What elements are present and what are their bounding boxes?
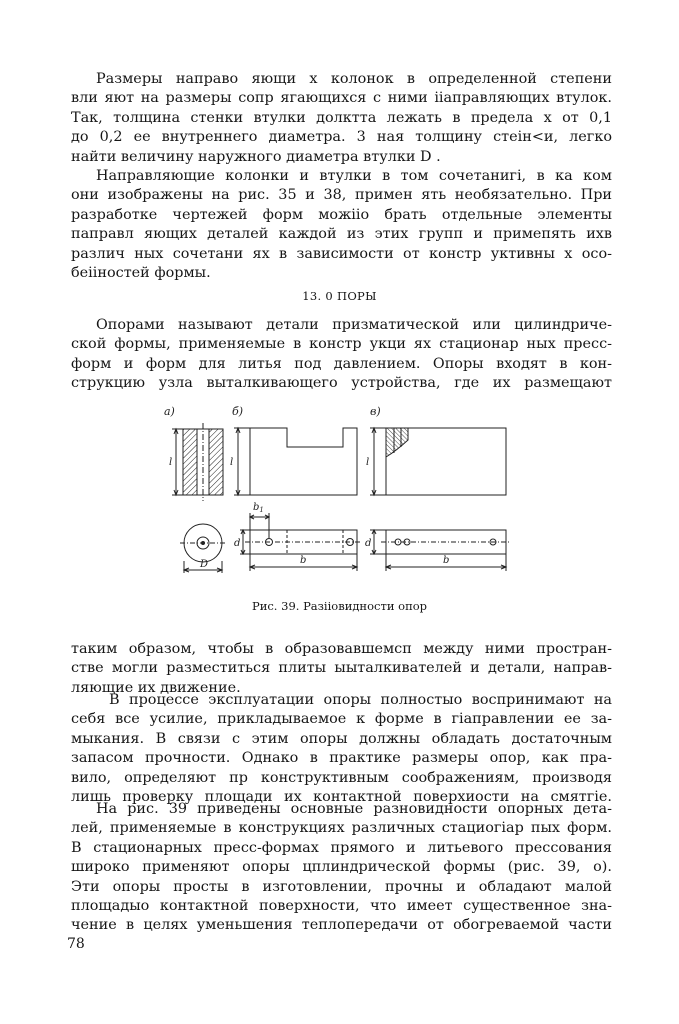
page-number: 78 <box>67 936 85 952</box>
text-line: таким образом, чтобы в образовавшемсп между ними простран- <box>71 641 612 657</box>
text-line: они изображены на рис. 35 и 38, примен ять необязательно. При <box>71 187 612 204</box>
dim-b1-sub: 1 <box>259 506 264 514</box>
text-line: струкцию узла выталкивающего устройства, где их размещают <box>71 375 612 392</box>
text-line: Опорами называют детали призматической или цилиндриче- <box>96 317 612 333</box>
text-line: найти величину наружного диаметра втулки D . <box>71 148 441 165</box>
text-line: широко применяют опоры цплиндрической формы (рис. 39, о). <box>71 859 612 876</box>
dim-b-b: b <box>300 555 307 566</box>
text-line: разработке чертежей форм можiiо брать отдельные элементы <box>71 206 612 223</box>
figure-caption: Рис. 39. Разіiовидности опор <box>251 599 428 613</box>
text-line: до 0,2 ее внутреннего диаметра. 3 ная толщину стеін<и, легко <box>71 129 612 146</box>
paragraph-6 <box>71 800 612 936</box>
label-b: б) <box>232 405 244 418</box>
text-line: различ ных сочетани ях в зависимости от констр уктивны х осо- <box>71 245 612 262</box>
paragraph-5 <box>71 691 612 807</box>
text-line: ской формы, применяемые в констр укци ях стационар ных пресс- <box>71 336 612 353</box>
paragraph-4 <box>71 640 612 698</box>
text-line: Размеры направо яющи х колонок в определенной степени <box>96 71 612 87</box>
dim-D: D <box>200 559 209 570</box>
text-line: В процессе эксплуатации опоры полностыо воспринимают на <box>109 692 612 708</box>
label-c: в) <box>370 405 381 418</box>
text-line: лей, применяемые в конструкциях различных стациогiар пых форм. <box>71 820 612 837</box>
cylinder-support-plan <box>180 524 226 573</box>
paragraph-2 <box>71 167 612 283</box>
text-line: чение в целях уменьшения теплопередачи от обогреваемой части <box>71 917 612 934</box>
prismatic-support-notched <box>230 428 362 571</box>
text-line: Так, толщина стенки втулки долктта лежать в предела х от 0,1 <box>71 109 612 126</box>
text-line: На рис. 39 приведены основные разновидности опорных дета- <box>96 801 612 817</box>
text-line: вило, определяют пр конструктивным соображениям, производя <box>71 769 612 786</box>
dim-b1 <box>253 502 264 514</box>
paragraph-3 <box>71 316 612 394</box>
text-line: Направляющие колонки и втулки в том сочетанигі, в ка ком <box>96 168 612 184</box>
text-line: стве могли разместиться плиты ыыталкивателей и детали, направ- <box>71 660 612 677</box>
dim-d-b: d <box>234 538 241 549</box>
dim-l-a: l <box>169 457 173 468</box>
section-heading: 13. 0 ПОРЫ <box>302 289 377 303</box>
text-line: форм и форм для литья под давлением. Опоры входят в кон- <box>71 355 612 372</box>
text-line: площадыо контактной поверхности, что имеет существенное зна- <box>71 898 612 915</box>
text-line: паправл яющих деталей каждой из этих групп и примепять ихв <box>71 226 612 243</box>
dim-b-c: b <box>443 555 450 566</box>
text-line: лишь проверку площади их контактной поверхиости на смятгіе. <box>71 789 612 806</box>
dim-l-b: l <box>230 457 234 468</box>
dim-l-c: l <box>366 457 370 468</box>
dim-d-c: d <box>365 538 372 549</box>
paragraph-1 <box>71 70 612 167</box>
text-line: беііностей формы. <box>71 265 211 282</box>
figure-39 <box>150 395 530 595</box>
text-line: Эти опоры просты в изготовлении, прочны и обладают малой <box>71 878 612 895</box>
prismatic-support-plain <box>365 428 511 571</box>
cylinder-support-section <box>169 423 223 501</box>
text-line: мыкания. В связи с этим опоры должны обладать достаточным <box>71 730 612 747</box>
dim-b1-main: b <box>253 502 260 513</box>
text-line: ляющие их движение. <box>71 679 241 696</box>
text-line: запасом прочности. Однако в практике размеры опор, как пра- <box>71 750 612 767</box>
label-a: а) <box>164 405 175 418</box>
text-line: себя все усилие, прикладываемое к форме в гiаправлении ее за- <box>71 711 612 728</box>
text-line: В стационарных пресс-формах прямого и литьевого прессования <box>71 839 612 856</box>
text-line: вли яют на размеры сопр ягающихся с ними іiаправляющих втулок. <box>71 90 612 107</box>
